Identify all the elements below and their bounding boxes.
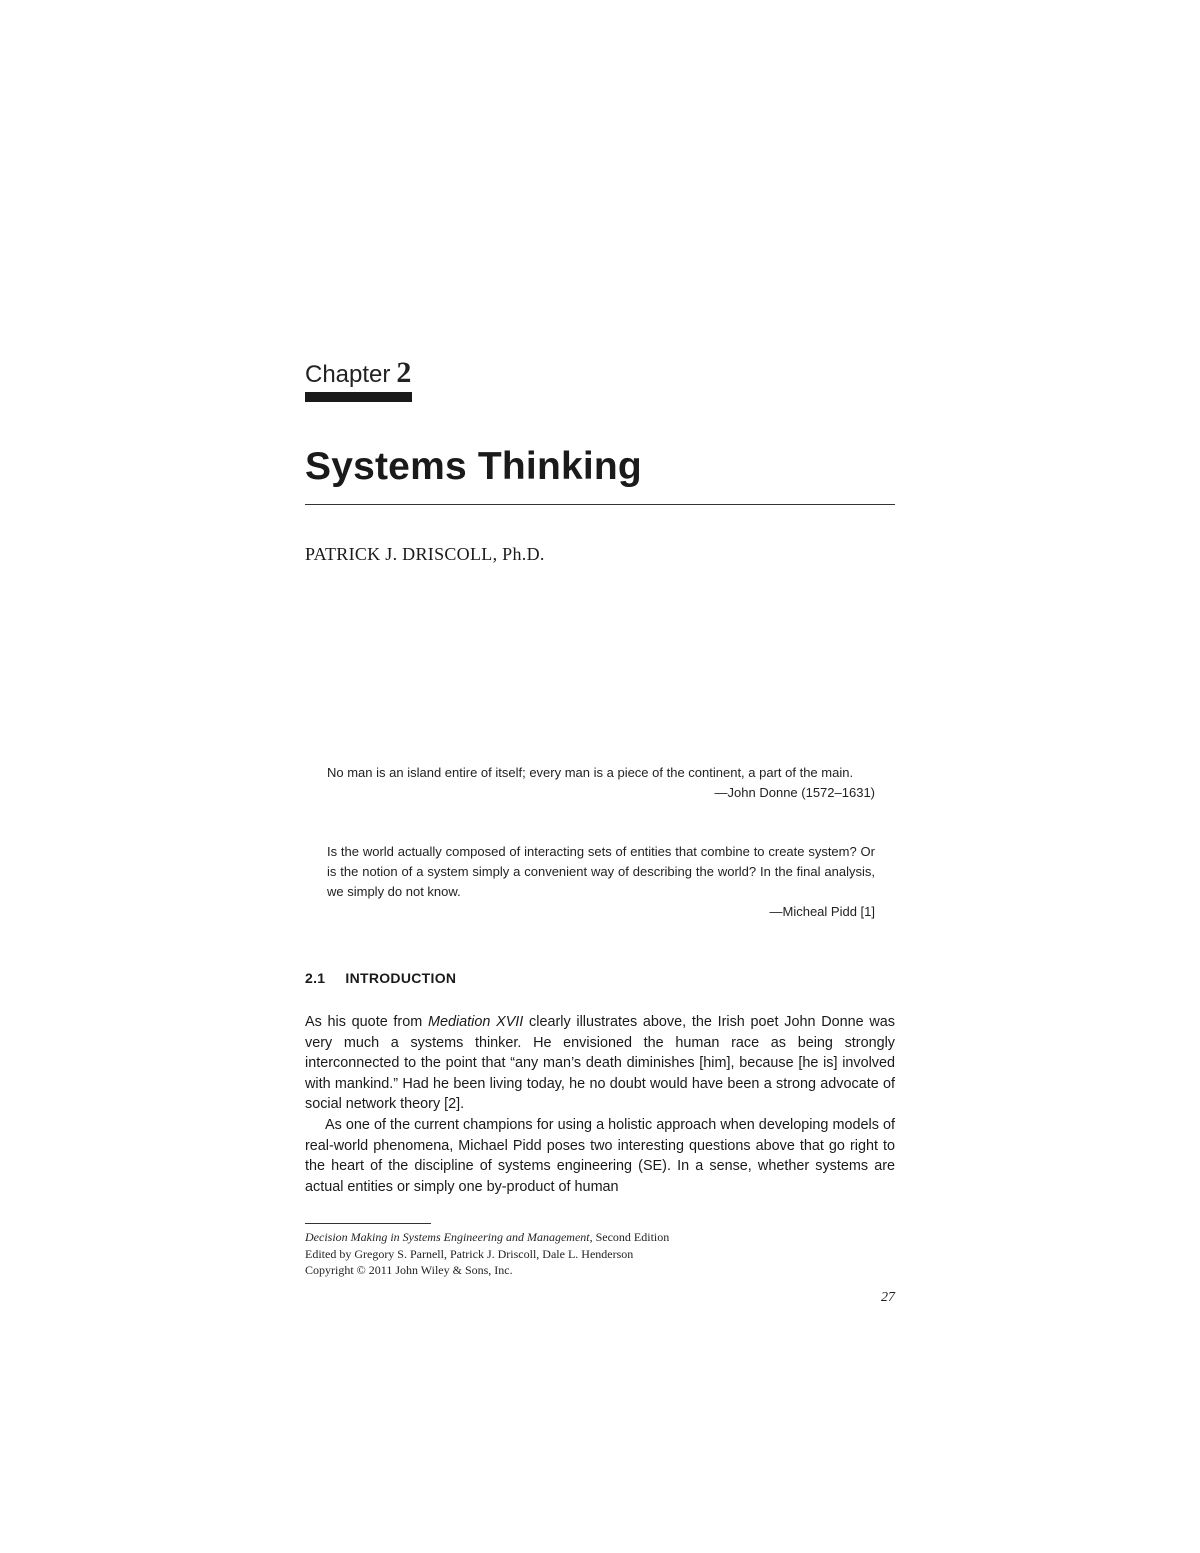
chapter-label-text: Chapter	[305, 361, 391, 388]
title-rule	[305, 504, 895, 505]
epigraph-donne	[327, 763, 875, 803]
page-number: 27	[881, 1290, 895, 1305]
body-paragraph	[305, 1012, 895, 1115]
section-heading	[305, 970, 456, 986]
section-number: 2.1	[305, 970, 326, 986]
body-paragraph: As one of the current champions for using a holistic approach when developing models of real-world phenomena, Michael Pidd poses two interesting questions above that go right to the heart of the discipline of systems engineering (SE). In a sense, whether systems are actual entities or simply one by-product of human	[305, 1116, 895, 1195]
footnote-rule	[305, 1223, 431, 1224]
epigraph-quote: No man is an island entire of itself; every man is a piece of the continent, a part of the main.	[327, 765, 854, 780]
chapter-title: Systems Thinking	[305, 445, 642, 488]
footnote	[305, 1229, 895, 1279]
body-text-run: clearly illustrates above, the Irish poet John Donne was very much a systems thinker. He envisioned the human race as being strongly interconnected to the point that “any man’s death diminishes [him], because [he is] involved with mankind.” Had he been living today, he no doubt would have been a strong advocate of social network theory [2].	[305, 1014, 895, 1113]
chapter-author: PATRICK J. DRISCOLL, Ph.D.	[305, 544, 545, 564]
chapter-label	[305, 356, 411, 390]
epigraph-pidd	[327, 842, 875, 922]
chapter-bar	[305, 392, 412, 402]
chapter-number: 2	[396, 356, 412, 389]
section-title: INTRODUCTION	[345, 970, 457, 986]
body-text	[305, 1012, 895, 1197]
footnote-edition: , Second Edition	[589, 1230, 670, 1244]
epigraph-attribution: —John Donne (1572–1631)	[714, 785, 875, 800]
body-text-run: As his quote from	[305, 1014, 428, 1030]
footnote-book-title: Decision Making in Systems Engineering and Management	[305, 1230, 590, 1244]
epigraph-quote: Is the world actually composed of interacting sets of entities that combine to create system? Or is the notion of a system simply a convenient way of describing the world? In the final analysis, we simply do not know.	[327, 844, 875, 899]
epigraph-attribution: —Micheal Pidd [1]	[769, 904, 875, 919]
body-italic-title: Mediation XVII	[427, 1014, 524, 1030]
footnote-copyright: Copyright © 2011 John Wiley & Sons, Inc.	[305, 1263, 513, 1277]
footnote-book-line	[305, 1229, 895, 1246]
footnote-editors: Edited by Gregory S. Parnell, Patrick J. Driscoll, Dale L. Henderson	[305, 1246, 634, 1261]
